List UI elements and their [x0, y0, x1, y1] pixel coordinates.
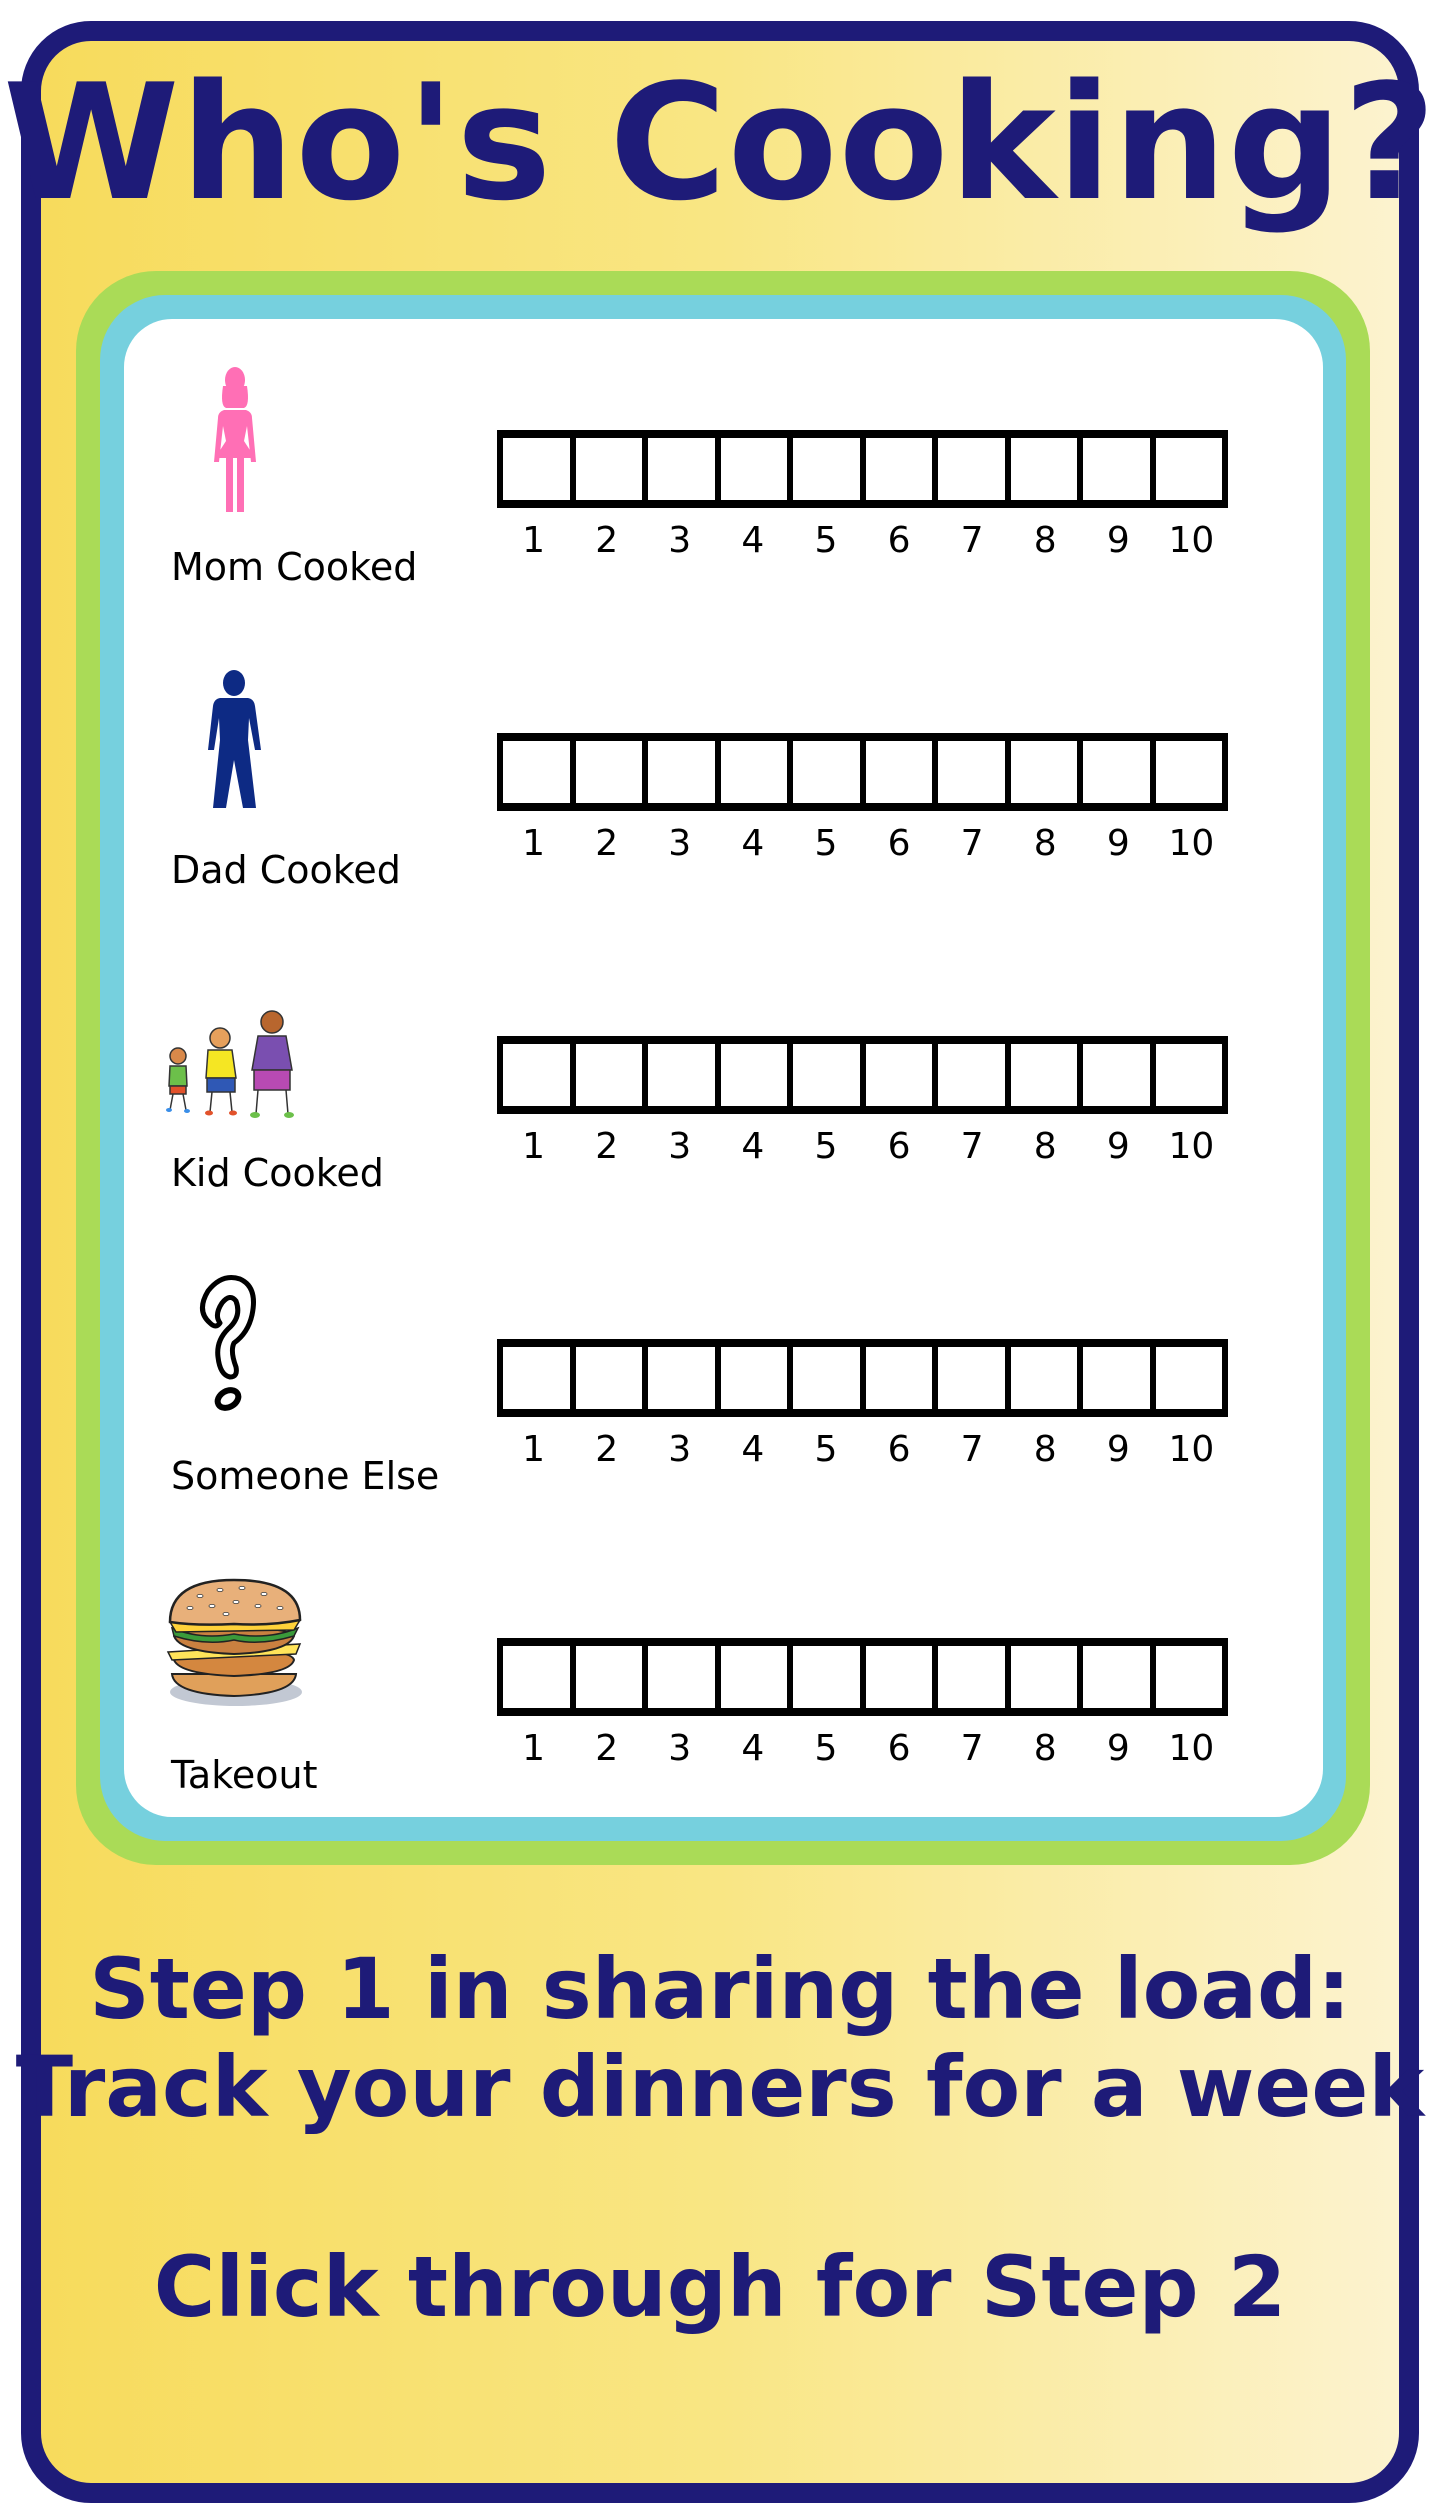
day-box-9[interactable] [1083, 1646, 1156, 1708]
day-box-7[interactable] [938, 741, 1011, 803]
day-box-3[interactable] [648, 741, 721, 803]
day-number: 2 [595, 823, 619, 864]
question-mark-icon [160, 1271, 310, 1421]
row-label: Someone Else [171, 1454, 440, 1498]
day-number: 7 [960, 1429, 984, 1470]
day-box-5[interactable] [793, 1347, 866, 1409]
day-numbers [497, 520, 1228, 561]
day-number: 9 [1106, 823, 1130, 864]
day-number: 8 [1033, 1126, 1057, 1167]
day-number: 9 [1106, 1126, 1130, 1167]
step-1-heading: Step 1 in sharing the load: [89, 1940, 1351, 2038]
day-number: 6 [887, 1728, 911, 1769]
day-number: 10 [1168, 823, 1215, 864]
day-number: 4 [741, 1728, 765, 1769]
day-box-6[interactable] [866, 1646, 939, 1708]
day-box-2[interactable] [576, 1646, 649, 1708]
checkbox-row [497, 1036, 1228, 1114]
tracker-row-dad [0, 643, 1440, 933]
day-number: 7 [960, 1126, 984, 1167]
day-number: 4 [741, 1126, 765, 1167]
row-label: Takeout [171, 1753, 318, 1797]
day-number: 3 [668, 520, 692, 561]
day-box-1[interactable] [503, 438, 576, 500]
day-box-1[interactable] [503, 741, 576, 803]
day-number: 6 [887, 1126, 911, 1167]
day-numbers [497, 1429, 1228, 1470]
day-box-10[interactable] [1156, 1044, 1223, 1106]
day-number: 6 [887, 520, 911, 561]
day-box-9[interactable] [1083, 741, 1156, 803]
day-number: 8 [1033, 1429, 1057, 1470]
day-number: 2 [595, 520, 619, 561]
day-number: 10 [1168, 1126, 1215, 1167]
day-box-3[interactable] [648, 1646, 721, 1708]
day-box-8[interactable] [1011, 1347, 1084, 1409]
day-number: 9 [1106, 1728, 1130, 1769]
step-2-link[interactable]: Click through for Step 2 [153, 2238, 1287, 2336]
day-box-1[interactable] [503, 1646, 576, 1708]
day-box-2[interactable] [576, 1347, 649, 1409]
day-number: 3 [668, 823, 692, 864]
day-number: 10 [1168, 520, 1215, 561]
checkbox-row [497, 1339, 1228, 1417]
day-box-4[interactable] [721, 438, 794, 500]
day-number: 1 [522, 1126, 545, 1167]
day-number: 8 [1033, 823, 1057, 864]
day-box-10[interactable] [1156, 1646, 1223, 1708]
woman-icon [160, 366, 310, 516]
day-box-3[interactable] [648, 1347, 721, 1409]
day-number: 10 [1168, 1728, 1215, 1769]
day-number: 1 [522, 823, 545, 864]
day-box-2[interactable] [576, 1044, 649, 1106]
day-number: 5 [814, 520, 838, 561]
day-box-8[interactable] [1011, 1044, 1084, 1106]
checkbox-row [497, 1638, 1228, 1716]
day-box-9[interactable] [1083, 438, 1156, 500]
day-number: 2 [595, 1429, 619, 1470]
day-box-8[interactable] [1011, 741, 1084, 803]
tracker-row-someone-else [0, 1249, 1440, 1539]
day-box-7[interactable] [938, 1347, 1011, 1409]
day-number: 1 [522, 520, 545, 561]
day-number: 2 [595, 1728, 619, 1769]
day-box-3[interactable] [648, 438, 721, 500]
day-box-2[interactable] [576, 438, 649, 500]
row-label: Kid Cooked [171, 1151, 384, 1195]
checkbox-row [497, 733, 1228, 811]
day-numbers [497, 1728, 1228, 1769]
day-number: 10 [1168, 1429, 1215, 1470]
day-number: 3 [668, 1429, 692, 1470]
day-box-7[interactable] [938, 438, 1011, 500]
day-number: 5 [814, 823, 838, 864]
day-box-7[interactable] [938, 1646, 1011, 1708]
row-label: Dad Cooked [171, 848, 401, 892]
day-box-5[interactable] [793, 1044, 866, 1106]
day-box-5[interactable] [793, 438, 866, 500]
day-box-3[interactable] [648, 1044, 721, 1106]
day-box-6[interactable] [866, 1347, 939, 1409]
day-numbers [497, 1126, 1228, 1167]
day-box-4[interactable] [721, 1646, 794, 1708]
day-number: 4 [741, 520, 765, 561]
day-number: 1 [522, 1429, 545, 1470]
day-box-4[interactable] [721, 1044, 794, 1106]
checkbox-row [497, 430, 1228, 508]
day-number: 6 [887, 823, 911, 864]
day-box-10[interactable] [1156, 438, 1223, 500]
step-1-instruction: Track your dinners for a week [15, 2038, 1425, 2136]
day-number: 4 [741, 1429, 765, 1470]
tracker-row-mom [0, 340, 1440, 630]
day-box-4[interactable] [721, 741, 794, 803]
day-box-6[interactable] [866, 741, 939, 803]
day-number: 3 [668, 1126, 692, 1167]
day-box-1[interactable] [503, 1347, 576, 1409]
tracker-row-kid [0, 946, 1440, 1236]
day-box-10[interactable] [1156, 741, 1223, 803]
day-number: 9 [1106, 520, 1130, 561]
day-box-6[interactable] [866, 1044, 939, 1106]
day-number: 6 [887, 1429, 911, 1470]
man-icon [160, 668, 310, 818]
tracker-row-takeout [0, 1552, 1440, 1842]
day-box-1[interactable] [503, 1044, 576, 1106]
day-number: 8 [1033, 520, 1057, 561]
day-box-5[interactable] [793, 741, 866, 803]
day-number: 9 [1106, 1429, 1130, 1470]
day-box-9[interactable] [1083, 1347, 1156, 1409]
day-box-6[interactable] [866, 438, 939, 500]
kids-icon [160, 986, 310, 1136]
day-number: 4 [741, 823, 765, 864]
day-box-10[interactable] [1156, 1347, 1223, 1409]
day-number: 8 [1033, 1728, 1057, 1769]
day-number: 7 [960, 1728, 984, 1769]
day-number: 1 [522, 1728, 545, 1769]
day-number: 7 [960, 823, 984, 864]
day-box-5[interactable] [793, 1646, 866, 1708]
day-box-7[interactable] [938, 1044, 1011, 1106]
day-number: 2 [595, 1126, 619, 1167]
day-box-8[interactable] [1011, 1646, 1084, 1708]
day-numbers [497, 823, 1228, 864]
burger-icon [160, 1574, 310, 1724]
page-title: Who's Cooking? [3, 49, 1437, 236]
day-box-8[interactable] [1011, 438, 1084, 500]
row-label: Mom Cooked [171, 545, 418, 589]
day-box-9[interactable] [1083, 1044, 1156, 1106]
day-number: 5 [814, 1728, 838, 1769]
day-number: 7 [960, 520, 984, 561]
day-box-4[interactable] [721, 1347, 794, 1409]
day-number: 5 [814, 1429, 838, 1470]
day-number: 3 [668, 1728, 692, 1769]
day-number: 5 [814, 1126, 838, 1167]
day-box-2[interactable] [576, 741, 649, 803]
